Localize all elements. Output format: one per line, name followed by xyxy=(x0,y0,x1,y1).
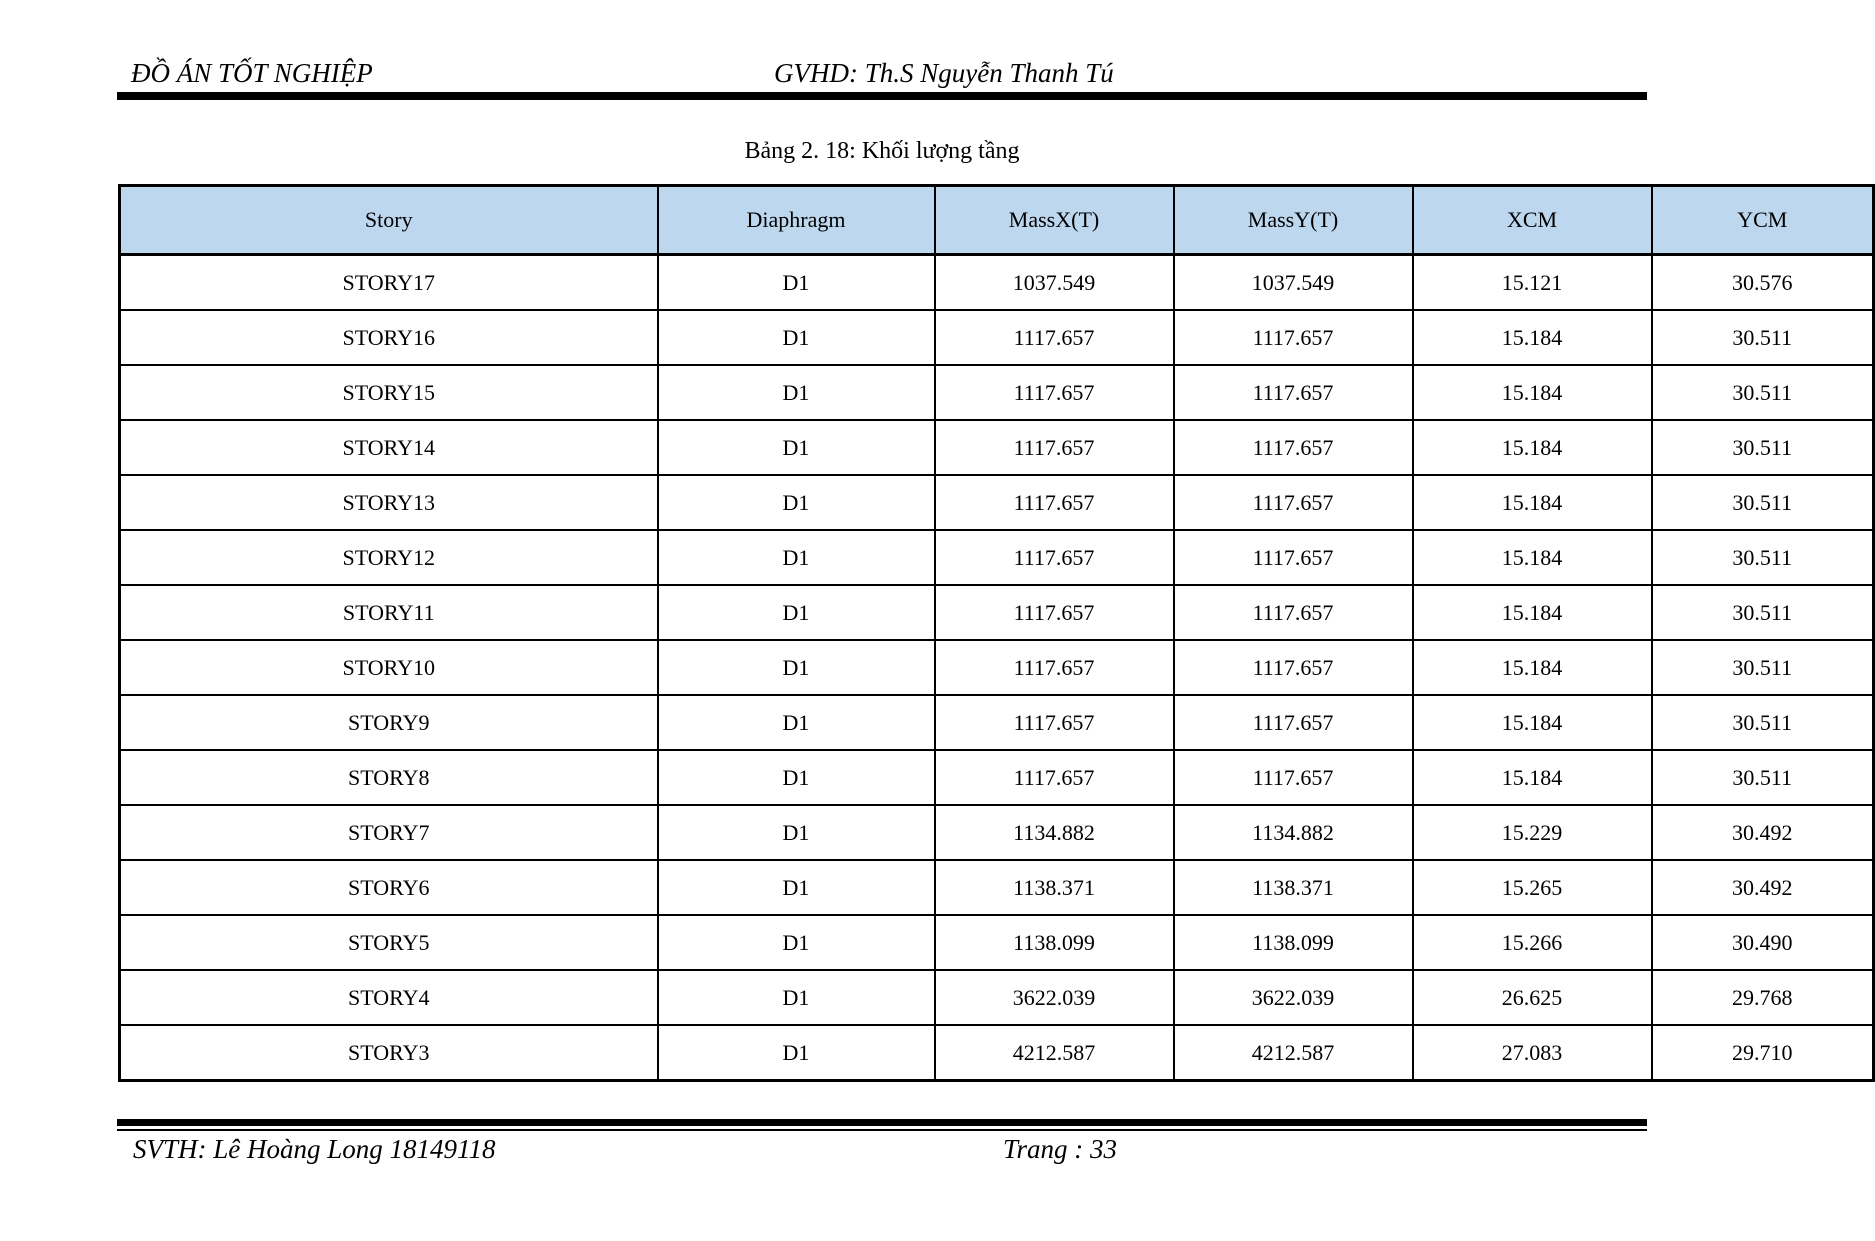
student-name: SVTH: Lê Hoàng Long 18149118 xyxy=(133,1134,496,1164)
massy-cell: 1138.371 xyxy=(1174,860,1413,915)
diaphragm-cell: D1 xyxy=(658,420,935,475)
table-row xyxy=(120,255,1874,311)
ycm-cell: 30.511 xyxy=(1652,365,1874,420)
table-row xyxy=(120,530,1874,585)
ycm-cell: 30.511 xyxy=(1652,475,1874,530)
ycm-cell: 30.511 xyxy=(1652,420,1874,475)
massy-cell: 1117.657 xyxy=(1174,365,1413,420)
story-cell: STORY14 xyxy=(120,420,658,475)
massx-cell: 1138.099 xyxy=(935,915,1174,970)
xcm-cell: 15.184 xyxy=(1413,530,1652,585)
footer-rule-thin xyxy=(117,1129,1647,1131)
story-cell: STORY12 xyxy=(120,530,658,585)
ycm-cell: 30.492 xyxy=(1652,860,1874,915)
ycm-cell: 30.511 xyxy=(1652,310,1874,365)
ycm-cell: 30.511 xyxy=(1652,695,1874,750)
table-row xyxy=(120,1025,1874,1081)
massx-cell: 1117.657 xyxy=(935,420,1174,475)
column-header-massx: MassX(T) xyxy=(935,186,1174,255)
massx-cell: 3622.039 xyxy=(935,970,1174,1025)
xcm-cell: 15.184 xyxy=(1413,640,1652,695)
table-row xyxy=(120,750,1874,805)
page-header xyxy=(117,52,1647,92)
diaphragm-cell: D1 xyxy=(658,530,935,585)
story-cell: STORY15 xyxy=(120,365,658,420)
diaphragm-cell: D1 xyxy=(658,915,935,970)
story-cell: STORY10 xyxy=(120,640,658,695)
diaphragm-cell: D1 xyxy=(658,310,935,365)
table-row xyxy=(120,475,1874,530)
story-cell: STORY13 xyxy=(120,475,658,530)
massx-cell: 1117.657 xyxy=(935,310,1174,365)
story-cell: STORY16 xyxy=(120,310,658,365)
column-header-ycm: YCM xyxy=(1652,186,1874,255)
massx-cell: 1117.657 xyxy=(935,585,1174,640)
massy-cell: 1117.657 xyxy=(1174,695,1413,750)
ycm-cell: 30.576 xyxy=(1652,255,1874,311)
ycm-cell: 30.511 xyxy=(1652,640,1874,695)
diaphragm-cell: D1 xyxy=(658,1025,935,1081)
massx-cell: 1037.549 xyxy=(935,255,1174,311)
table-row xyxy=(120,860,1874,915)
table-row xyxy=(120,420,1874,475)
xcm-cell: 15.184 xyxy=(1413,475,1652,530)
xcm-cell: 26.625 xyxy=(1413,970,1652,1025)
xcm-cell: 15.266 xyxy=(1413,915,1652,970)
xcm-cell: 15.184 xyxy=(1413,585,1652,640)
massy-cell: 1134.882 xyxy=(1174,805,1413,860)
column-header-diaphragm: Diaphragm xyxy=(658,186,935,255)
xcm-cell: 27.083 xyxy=(1413,1025,1652,1081)
massy-cell: 1117.657 xyxy=(1174,530,1413,585)
diaphragm-cell: D1 xyxy=(658,255,935,311)
story-cell: STORY7 xyxy=(120,805,658,860)
column-header-massy: MassY(T) xyxy=(1174,186,1413,255)
xcm-cell: 15.184 xyxy=(1413,695,1652,750)
massx-cell: 1117.657 xyxy=(935,750,1174,805)
document-title: ĐỒ ÁN TỐT NGHIỆP xyxy=(131,58,373,88)
xcm-cell: 15.184 xyxy=(1413,365,1652,420)
page-number: Trang : 33 xyxy=(1003,1134,1118,1164)
ycm-cell: 30.511 xyxy=(1652,530,1874,585)
massx-cell: 1117.657 xyxy=(935,695,1174,750)
footer-rule-thick xyxy=(117,1119,1647,1126)
table-caption: Bảng 2. 18: Khối lượng tầng xyxy=(744,138,1020,164)
story-cell: STORY5 xyxy=(120,915,658,970)
diaphragm-cell: D1 xyxy=(658,970,935,1025)
table-row xyxy=(120,915,1874,970)
column-header-story: Story xyxy=(120,186,658,255)
diaphragm-cell: D1 xyxy=(658,860,935,915)
diaphragm-cell: D1 xyxy=(658,750,935,805)
table-row xyxy=(120,585,1874,640)
massx-cell: 1117.657 xyxy=(935,640,1174,695)
xcm-cell: 15.184 xyxy=(1413,420,1652,475)
diaphragm-cell: D1 xyxy=(658,585,935,640)
column-header-xcm: XCM xyxy=(1413,186,1652,255)
massx-cell: 1117.657 xyxy=(935,530,1174,585)
story-cell: STORY8 xyxy=(120,750,658,805)
xcm-cell: 15.121 xyxy=(1413,255,1652,311)
massx-cell: 4212.587 xyxy=(935,1025,1174,1081)
story-cell: STORY17 xyxy=(120,255,658,311)
diaphragm-cell: D1 xyxy=(658,695,935,750)
diaphragm-cell: D1 xyxy=(658,640,935,695)
story-cell: STORY9 xyxy=(120,695,658,750)
table-row xyxy=(120,695,1874,750)
massy-cell: 1117.657 xyxy=(1174,475,1413,530)
xcm-cell: 15.265 xyxy=(1413,860,1652,915)
table-body xyxy=(120,255,1874,1081)
massy-cell: 1117.657 xyxy=(1174,585,1413,640)
story-cell: STORY6 xyxy=(120,860,658,915)
massy-cell: 1117.657 xyxy=(1174,750,1413,805)
massy-cell: 1037.549 xyxy=(1174,255,1413,311)
story-cell: STORY3 xyxy=(120,1025,658,1081)
header-rule xyxy=(117,92,1647,100)
massx-cell: 1134.882 xyxy=(935,805,1174,860)
massy-cell: 1117.657 xyxy=(1174,420,1413,475)
ycm-cell: 30.511 xyxy=(1652,750,1874,805)
ycm-cell: 29.710 xyxy=(1652,1025,1874,1081)
diaphragm-cell: D1 xyxy=(658,475,935,530)
diaphragm-cell: D1 xyxy=(658,365,935,420)
table-row xyxy=(120,310,1874,365)
massx-cell: 1117.657 xyxy=(935,365,1174,420)
xcm-cell: 15.229 xyxy=(1413,805,1652,860)
story-cell: STORY11 xyxy=(120,585,658,640)
ycm-cell: 30.492 xyxy=(1652,805,1874,860)
table-row xyxy=(120,640,1874,695)
table-row xyxy=(120,805,1874,860)
massy-cell: 1117.657 xyxy=(1174,310,1413,365)
ycm-cell: 30.511 xyxy=(1652,585,1874,640)
story-cell: STORY4 xyxy=(120,970,658,1025)
supervisor-name: GVHD: Th.S Nguyễn Thanh Tú xyxy=(774,58,1114,88)
story-mass-table xyxy=(118,184,1875,1082)
diaphragm-cell: D1 xyxy=(658,805,935,860)
table-row xyxy=(120,365,1874,420)
massy-cell: 1138.099 xyxy=(1174,915,1413,970)
xcm-cell: 15.184 xyxy=(1413,310,1652,365)
ycm-cell: 30.490 xyxy=(1652,915,1874,970)
massy-cell: 1117.657 xyxy=(1174,640,1413,695)
table-row xyxy=(120,970,1874,1025)
massy-cell: 4212.587 xyxy=(1174,1025,1413,1081)
massx-cell: 1117.657 xyxy=(935,475,1174,530)
massx-cell: 1138.371 xyxy=(935,860,1174,915)
table-header-row xyxy=(120,186,1874,255)
massy-cell: 3622.039 xyxy=(1174,970,1413,1025)
xcm-cell: 15.184 xyxy=(1413,750,1652,805)
ycm-cell: 29.768 xyxy=(1652,970,1874,1025)
